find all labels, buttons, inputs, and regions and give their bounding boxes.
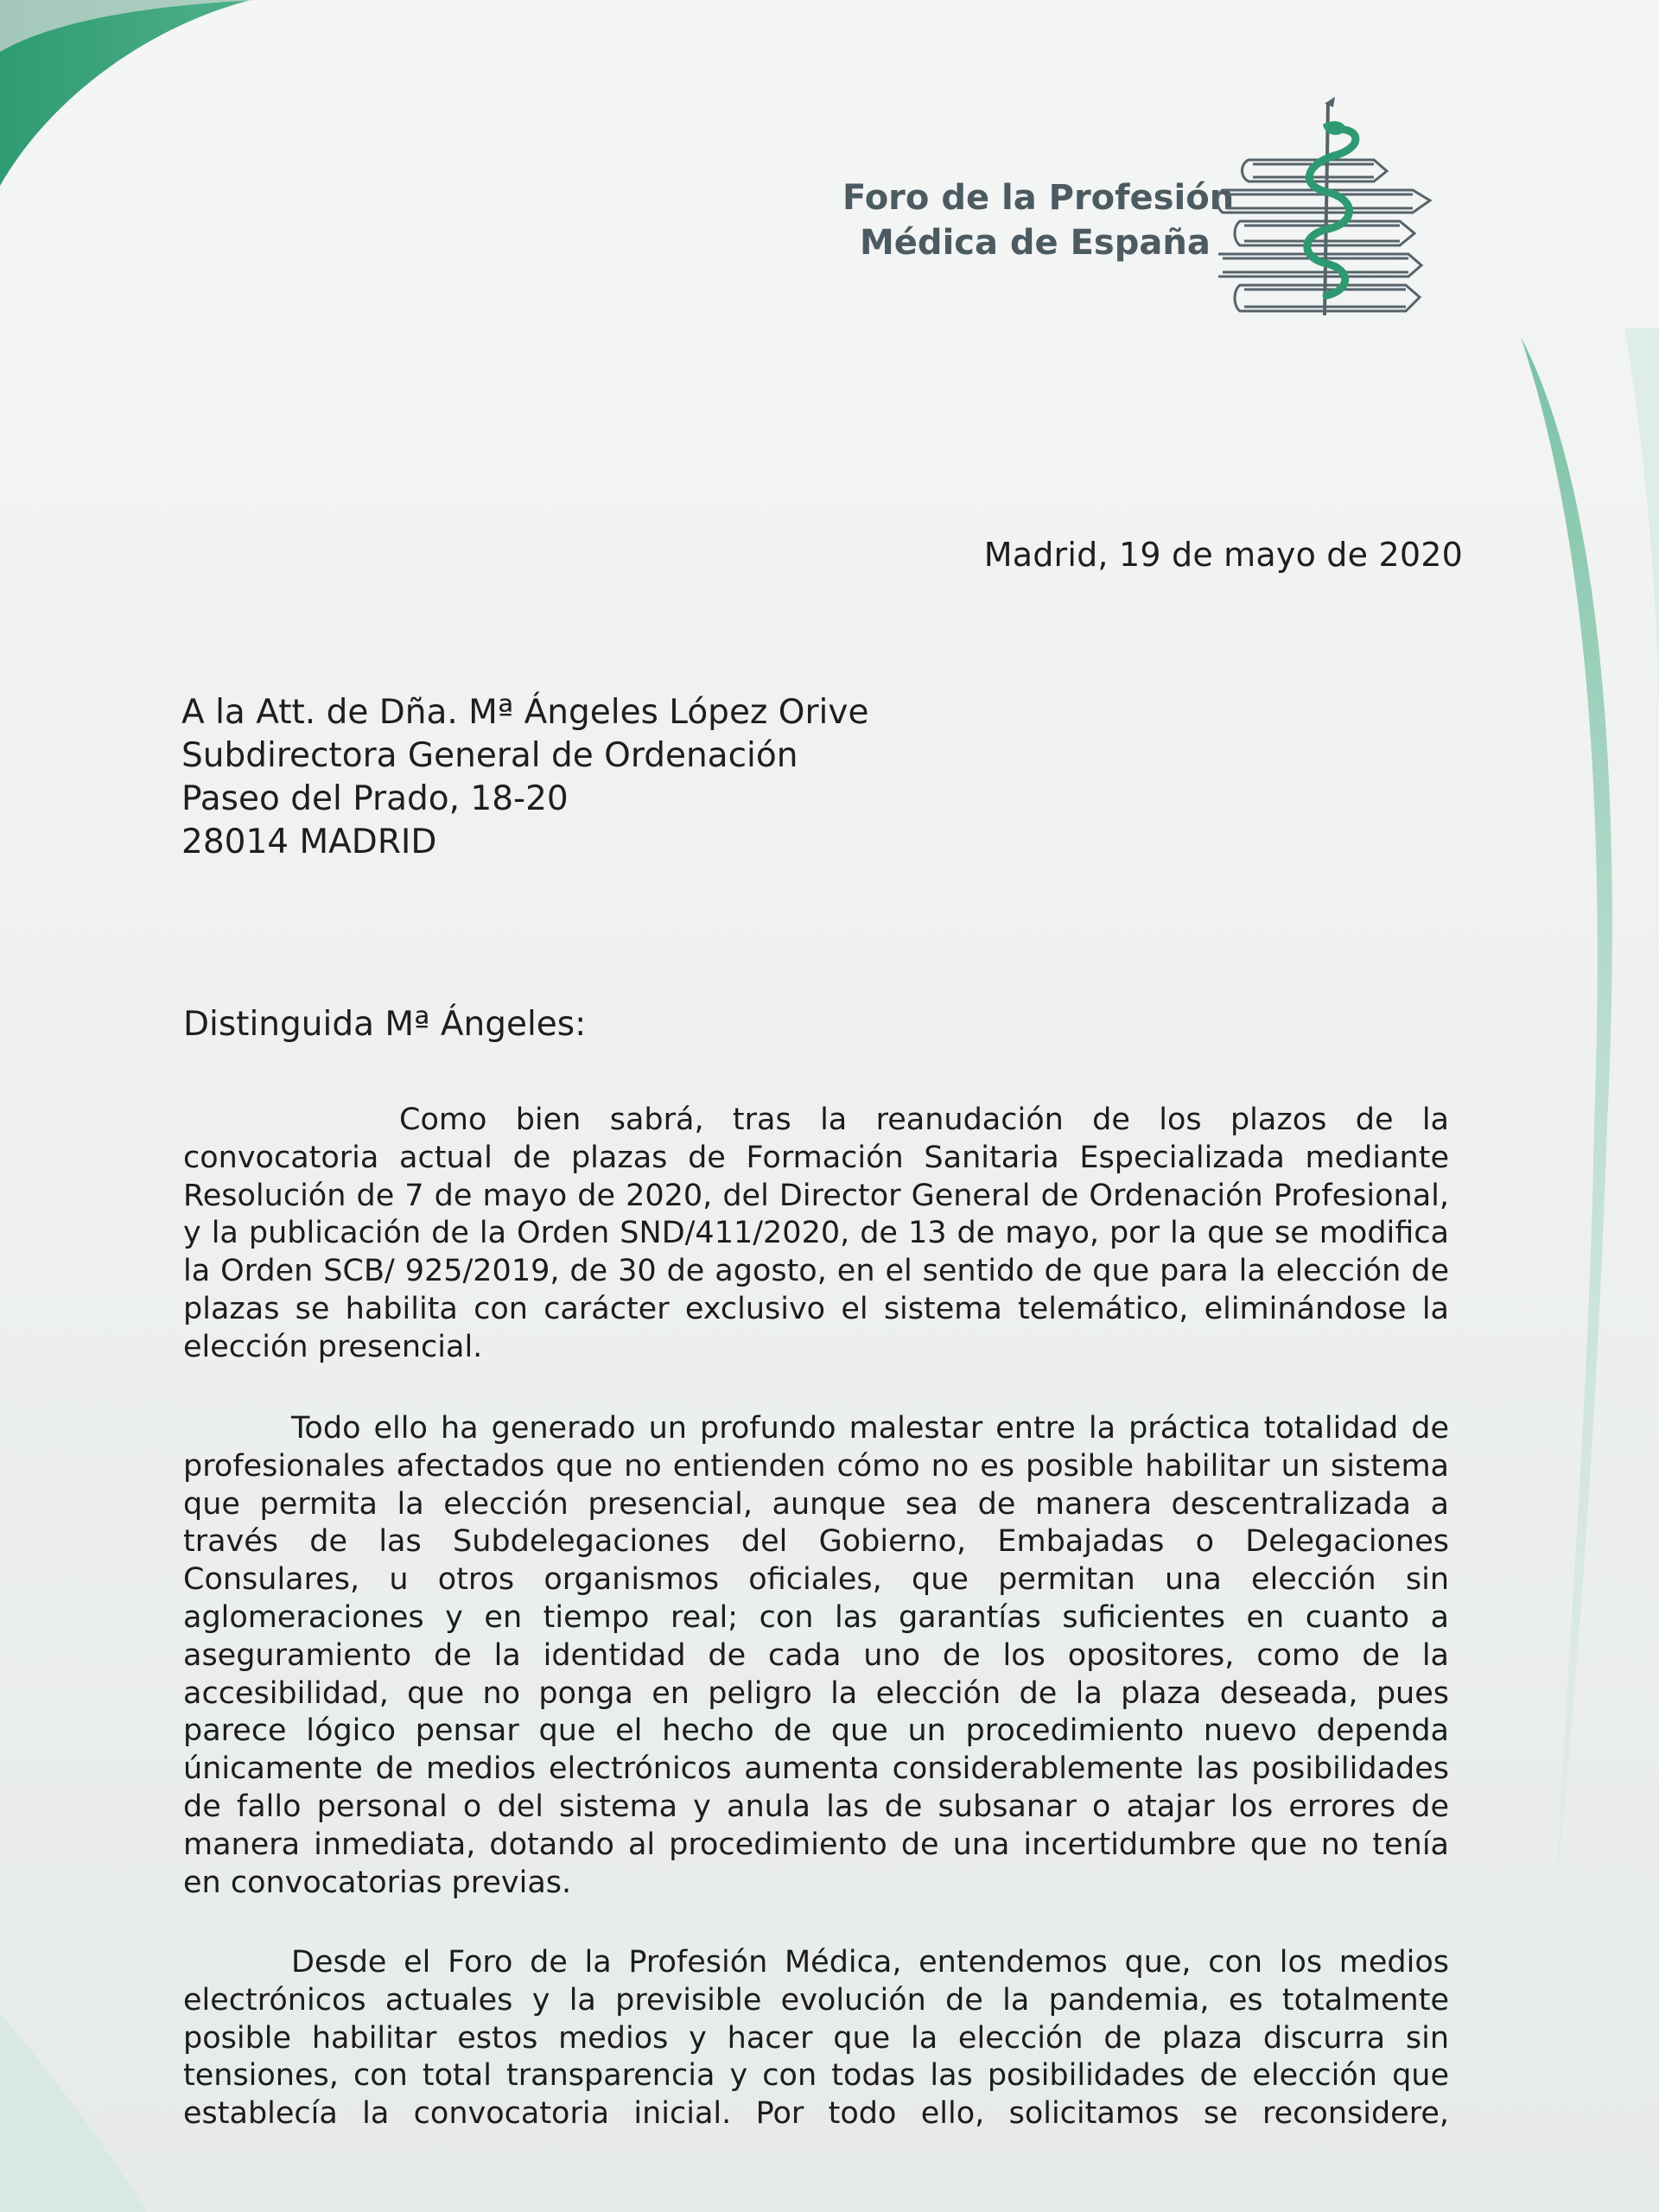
address-line: 28014 MADRID xyxy=(181,823,437,861)
body-paragraph-1 xyxy=(183,1102,1449,1367)
organization-name xyxy=(842,175,1234,265)
paragraph-text: Todo ello ha generado un profundo malestar entre la práctica totalidad de profesionales afectados que no entienden cómo no es posible habilitar un sistema que permita la elección presencial, aunque sea de manera descentralizada a través de las Subdelegaciones del Gobierno, Embajadas o Delegaciones Consulares, u otros organismos oficiales, que permitan una elección sin aglomeraciones y en tiempo real; con las garantías suficientes en cuanto a aseguramiento de la identidad de cada uno de los opositores, como de la accesibilidad, que no ponga en peligro la elección de la plaza deseada, pues parece lógico pensar que el hecho de que un procedimiento nuevo dependa únicamente de medios electrónicos aumenta considerablemente las posibilidades de fallo personal o del sistema y anula las de subsanar o atajar los errores de manera inmediata, dotando al procedimiento de una incertidumbre que no tenía en convocatorias previas. xyxy=(183,1411,1449,1900)
address-line: Paseo del Prado, 18-20 xyxy=(181,779,569,818)
address-line: A la Att. de Dña. Mª Ángeles López Orive xyxy=(181,693,869,732)
recipient-address-block xyxy=(181,691,868,864)
letter-date: Madrid, 19 de mayo de 2020 xyxy=(983,536,1463,574)
body-paragraph-3 xyxy=(183,1944,1449,2133)
paragraph-text: Como bien sabrá, tras la reanudación de los plazos de la convocatoria actual de plazas de Formación Sanitaria Especializada mediante Resolución de 7 de mayo de 2020, del Director General de Ordenación Profesional, y la publicación de la Orden SND/411/2020, de 13 de mayo, por la que se modifica la Orden SCB/ 925/2019, de 30 de agosto, en el sentido de que para la elección de plazas se habilita con carácter exclusivo el sistema telemático, eliminándose la elección presencial. xyxy=(183,1103,1449,1364)
address-line: Subdirectora General de Ordenación xyxy=(181,736,798,775)
body-paragraph-2 xyxy=(183,1410,1449,1902)
paragraph-text: Desde el Foro de la Profesión Médica, entendemos que, con los medios electrónicos actuales y la previsible evolución de la pandemia, es totalmente posible habilitar estos medios y hacer que la elección de plaza discurra sin tensiones, con total transparencia y con todas las posibilidades de elección que establecía la convocatoria inicial. Por todo ello, solicitamos se reconsidere, xyxy=(183,1945,1449,2132)
salutation: Distinguida Mª Ángeles: xyxy=(183,1005,587,1044)
books-caduceus-logo-icon xyxy=(1214,95,1447,333)
org-name-line-2: Médica de España xyxy=(860,223,1211,263)
org-name-line-1: Foro de la Profesión xyxy=(842,178,1235,218)
